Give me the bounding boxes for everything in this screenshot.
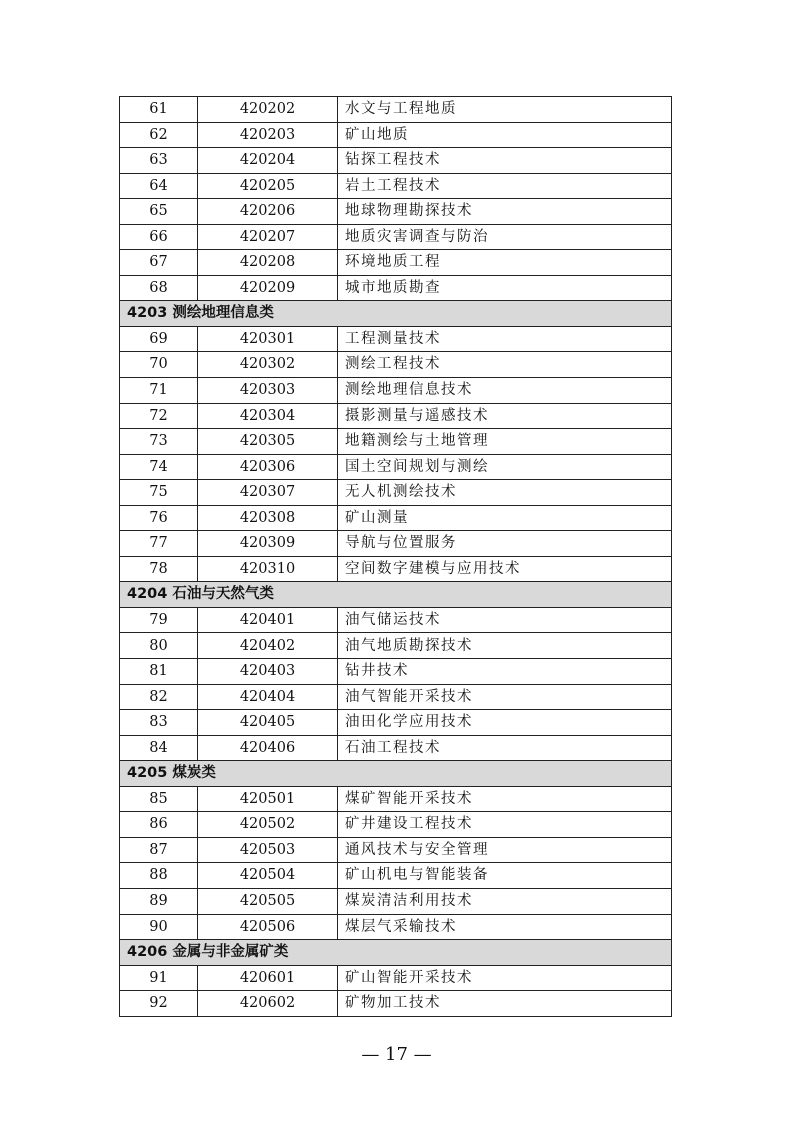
program-code-cell: 420203	[198, 122, 338, 148]
table-row	[120, 633, 672, 659]
table-row	[120, 786, 672, 812]
program-name-cell: 钻探工程技术	[338, 148, 672, 174]
program-name-cell: 矿山地质	[338, 122, 672, 148]
table-row	[120, 454, 672, 480]
row-number-cell: 77	[120, 531, 198, 557]
section-title: 4206 金属与非金属矿类	[120, 940, 672, 966]
table-row	[120, 505, 672, 531]
table-row	[120, 378, 672, 404]
row-number-cell: 63	[120, 148, 198, 174]
program-table-body	[120, 97, 672, 1017]
program-name-cell: 导航与位置服务	[338, 531, 672, 557]
program-name-cell: 无人机测绘技术	[338, 480, 672, 506]
row-number-cell: 67	[120, 250, 198, 276]
program-name-cell: 矿山智能开采技术	[338, 965, 672, 991]
row-number-cell: 86	[120, 812, 198, 838]
program-code-cell: 420207	[198, 224, 338, 250]
row-number-cell: 78	[120, 556, 198, 582]
table-row	[120, 684, 672, 710]
row-number-cell: 89	[120, 888, 198, 914]
program-code-cell: 420306	[198, 454, 338, 480]
table-row	[120, 914, 672, 940]
program-code-cell: 420208	[198, 250, 338, 276]
program-name-cell: 矿山机电与智能装备	[338, 863, 672, 889]
program-code-cell: 420504	[198, 863, 338, 889]
row-number-cell: 82	[120, 684, 198, 710]
row-number-cell: 92	[120, 991, 198, 1017]
program-name-cell: 摄影测量与遥感技术	[338, 403, 672, 429]
row-number-cell: 68	[120, 275, 198, 301]
row-number-cell: 72	[120, 403, 198, 429]
program-code-cell: 420405	[198, 710, 338, 736]
program-name-cell: 城市地质勘查	[338, 275, 672, 301]
program-code-cell: 420310	[198, 556, 338, 582]
row-number-cell: 61	[120, 97, 198, 123]
program-code-cell: 420502	[198, 812, 338, 838]
section-header-row	[120, 940, 672, 966]
program-name-cell: 矿井建设工程技术	[338, 812, 672, 838]
table-row	[120, 531, 672, 557]
program-name-cell: 矿物加工技术	[338, 991, 672, 1017]
section-header-row	[120, 761, 672, 787]
row-number-cell: 79	[120, 607, 198, 633]
table-row	[120, 122, 672, 148]
program-code-cell: 420602	[198, 991, 338, 1017]
program-name-cell: 油田化学应用技术	[338, 710, 672, 736]
program-code-cell: 420505	[198, 888, 338, 914]
table-row	[120, 403, 672, 429]
table-row	[120, 991, 672, 1017]
page-number: — 17 —	[361, 1044, 432, 1065]
program-code-cell: 420205	[198, 173, 338, 199]
row-number-cell: 69	[120, 326, 198, 352]
program-code-cell: 420506	[198, 914, 338, 940]
table-row	[120, 965, 672, 991]
table-row	[120, 556, 672, 582]
program-name-cell: 国土空间规划与测绘	[338, 454, 672, 480]
row-number-cell: 64	[120, 173, 198, 199]
row-number-cell: 62	[120, 122, 198, 148]
program-name-cell: 煤层气采输技术	[338, 914, 672, 940]
program-name-cell: 通风技术与安全管理	[338, 837, 672, 863]
program-name-cell: 煤炭清洁利用技术	[338, 888, 672, 914]
program-name-cell: 地球物理勘探技术	[338, 199, 672, 225]
row-number-cell: 71	[120, 378, 198, 404]
program-code-cell: 420601	[198, 965, 338, 991]
program-name-cell: 测绘工程技术	[338, 352, 672, 378]
table-row	[120, 352, 672, 378]
table-row	[120, 224, 672, 250]
program-name-cell: 测绘地理信息技术	[338, 378, 672, 404]
program-code-cell: 420209	[198, 275, 338, 301]
program-code-cell: 420302	[198, 352, 338, 378]
table-row	[120, 888, 672, 914]
program-code-cell: 420304	[198, 403, 338, 429]
program-name-cell: 工程测量技术	[338, 326, 672, 352]
program-code-cell: 420403	[198, 659, 338, 685]
program-code-cell: 420303	[198, 378, 338, 404]
table-row	[120, 607, 672, 633]
program-name-cell: 地籍测绘与土地管理	[338, 429, 672, 455]
section-title: 4204 石油与天然气类	[120, 582, 672, 608]
row-number-cell: 87	[120, 837, 198, 863]
table-row	[120, 148, 672, 174]
program-name-cell: 煤矿智能开采技术	[338, 786, 672, 812]
row-number-cell: 65	[120, 199, 198, 225]
table-row	[120, 326, 672, 352]
row-number-cell: 75	[120, 480, 198, 506]
table-row	[120, 199, 672, 225]
row-number-cell: 88	[120, 863, 198, 889]
program-name-cell: 矿山测量	[338, 505, 672, 531]
row-number-cell: 90	[120, 914, 198, 940]
row-number-cell: 76	[120, 505, 198, 531]
row-number-cell: 81	[120, 659, 198, 685]
program-code-cell: 420308	[198, 505, 338, 531]
program-code-cell: 420206	[198, 199, 338, 225]
table-row	[120, 812, 672, 838]
program-name-cell: 石油工程技术	[338, 735, 672, 761]
table-row	[120, 837, 672, 863]
table-row	[120, 710, 672, 736]
row-number-cell: 91	[120, 965, 198, 991]
section-header-row	[120, 301, 672, 327]
section-header-row	[120, 582, 672, 608]
table-row	[120, 97, 672, 123]
program-name-cell: 油气智能开采技术	[338, 684, 672, 710]
program-code-cell: 420307	[198, 480, 338, 506]
table-row	[120, 735, 672, 761]
program-code-cell: 420503	[198, 837, 338, 863]
program-name-cell: 油气地质勘探技术	[338, 633, 672, 659]
program-code-cell: 420309	[198, 531, 338, 557]
section-title: 4203 测绘地理信息类	[120, 301, 672, 327]
table-row	[120, 863, 672, 889]
row-number-cell: 74	[120, 454, 198, 480]
table-row	[120, 275, 672, 301]
table-row	[120, 429, 672, 455]
table-row	[120, 659, 672, 685]
program-name-cell: 环境地质工程	[338, 250, 672, 276]
table-row	[120, 250, 672, 276]
program-code-cell: 420305	[198, 429, 338, 455]
program-name-cell: 油气储运技术	[338, 607, 672, 633]
program-name-cell: 钻井技术	[338, 659, 672, 685]
program-table	[119, 96, 672, 1017]
program-code-cell: 420404	[198, 684, 338, 710]
row-number-cell: 84	[120, 735, 198, 761]
row-number-cell: 85	[120, 786, 198, 812]
row-number-cell: 70	[120, 352, 198, 378]
row-number-cell: 83	[120, 710, 198, 736]
table-row	[120, 480, 672, 506]
program-code-cell: 420406	[198, 735, 338, 761]
program-code-cell: 420501	[198, 786, 338, 812]
program-code-cell: 420301	[198, 326, 338, 352]
program-code-cell: 420202	[198, 97, 338, 123]
program-code-cell: 420401	[198, 607, 338, 633]
program-name-cell: 岩土工程技术	[338, 173, 672, 199]
table-row	[120, 173, 672, 199]
program-code-cell: 420402	[198, 633, 338, 659]
program-name-cell: 地质灾害调查与防治	[338, 224, 672, 250]
row-number-cell: 66	[120, 224, 198, 250]
program-code-cell: 420204	[198, 148, 338, 174]
section-title: 4205 煤炭类	[120, 761, 672, 787]
program-name-cell: 空间数字建模与应用技术	[338, 556, 672, 582]
row-number-cell: 80	[120, 633, 198, 659]
program-name-cell: 水文与工程地质	[338, 97, 672, 123]
row-number-cell: 73	[120, 429, 198, 455]
